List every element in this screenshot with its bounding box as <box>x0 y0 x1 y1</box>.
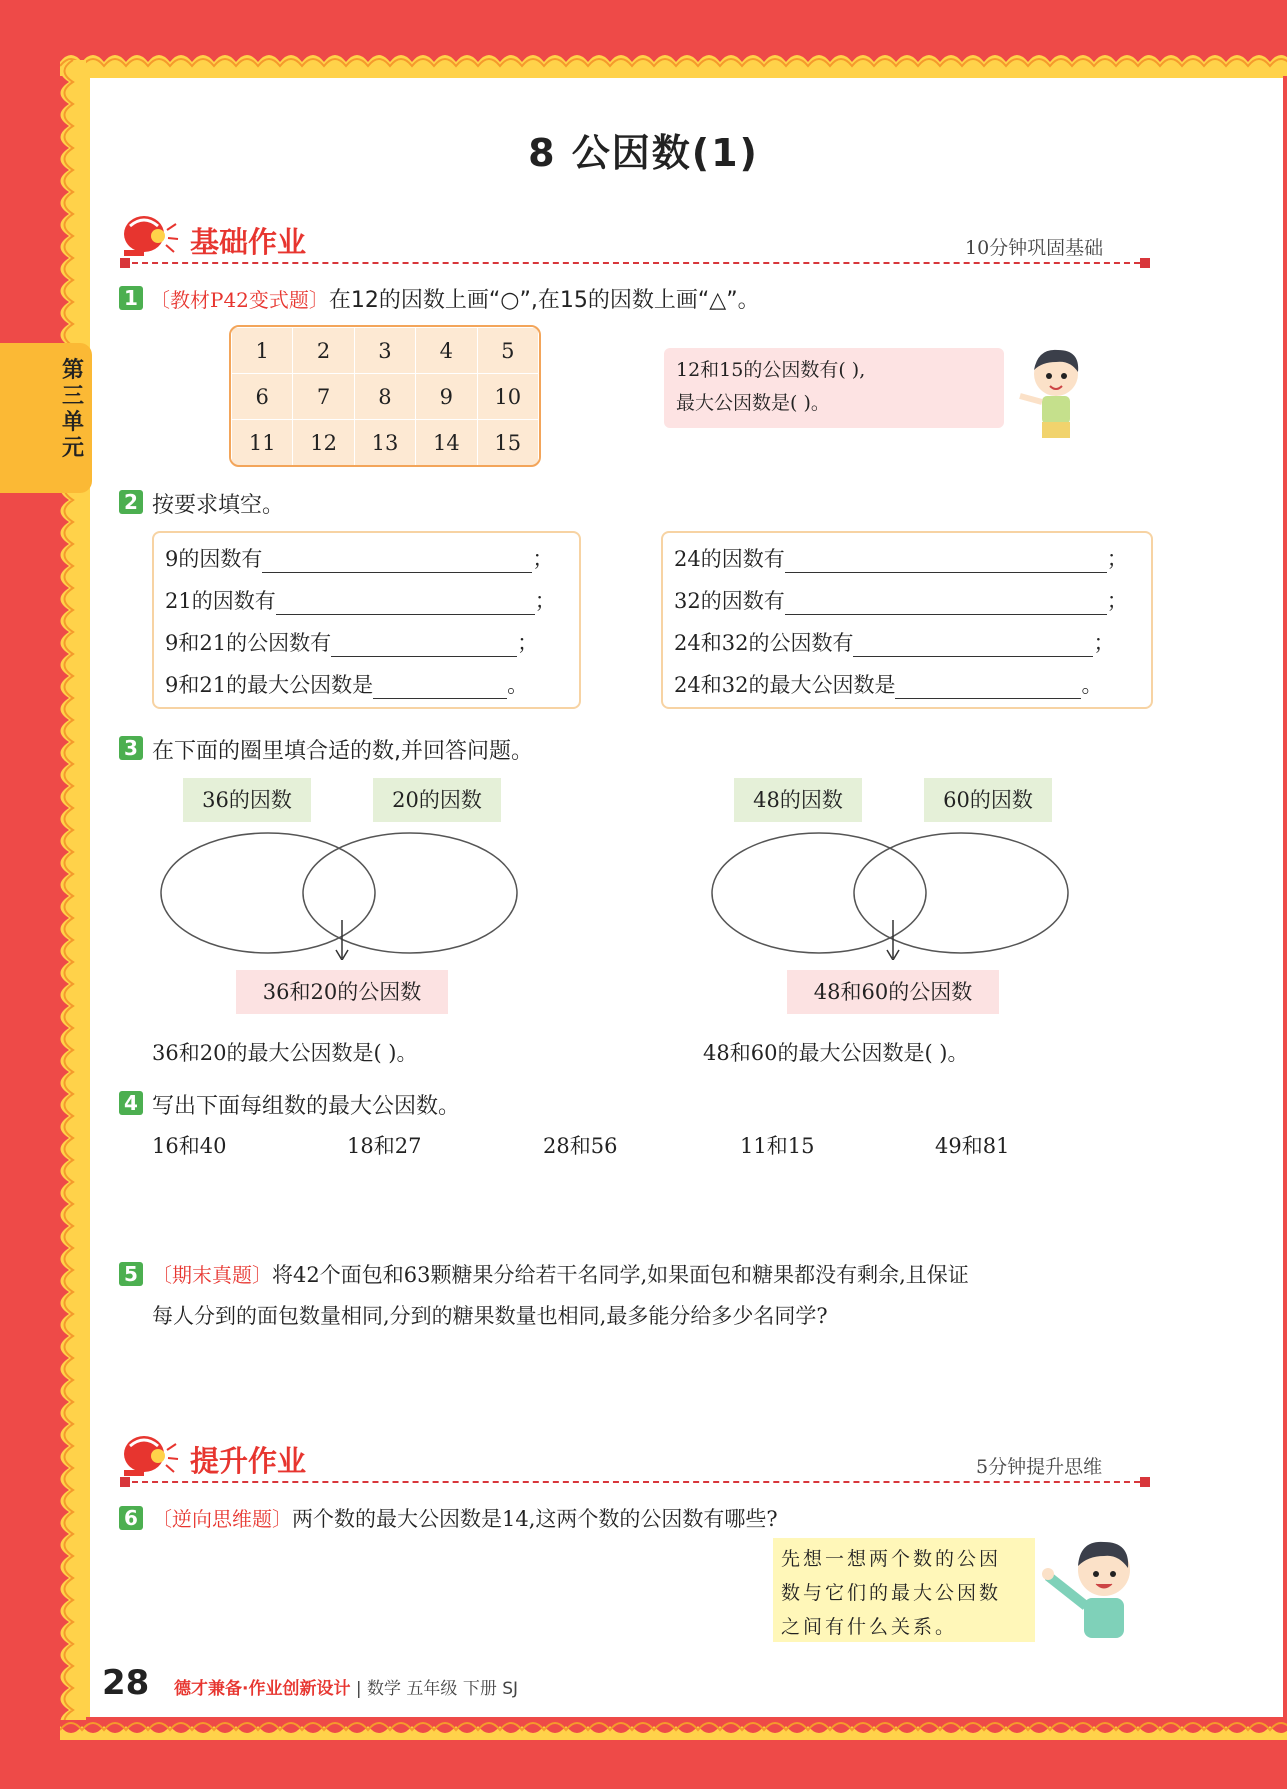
section-advanced-title: 提升作业 <box>190 1444 307 1478</box>
venn-diagram-right <box>711 830 1081 960</box>
boy-character-icon <box>1008 340 1094 448</box>
question-3-text: 在下面的圈里填合适的数,并回答问题。 <box>152 739 533 764</box>
grid-cell[interactable]: 8 <box>354 374 415 420</box>
bubble-line-2[interactable]: 最大公因数是( )。 <box>676 392 830 414</box>
question-1 <box>150 283 760 314</box>
fill-punct: ； <box>532 547 554 571</box>
fill-punct: ； <box>1106 547 1128 571</box>
question-5-line-2: 每人分到的面包数量相同,分到的糖果数量也相同,最多能分给多少名同学? <box>152 1304 828 1328</box>
fill-row <box>165 627 538 657</box>
question-number-2: 2 <box>119 490 143 514</box>
question-3-right-answer[interactable]: 48和60的最大公因数是( )。 <box>703 1041 969 1065</box>
label-36-20-common: 36和20的公因数 <box>236 970 448 1014</box>
fill-punct: 。 <box>1081 673 1103 697</box>
grid-cell[interactable]: 1 <box>232 328 293 374</box>
answer-blank[interactable] <box>785 550 1107 573</box>
fill-label: 24和32的公因数有 <box>674 631 854 655</box>
label-36-factors: 36的因数 <box>183 778 311 822</box>
question-6 <box>152 1503 778 1533</box>
fill-punct: ； <box>534 589 556 613</box>
fill-label: 24的因数有 <box>674 547 785 571</box>
fill-punct: ； <box>517 631 539 655</box>
question-6-tag: 〔逆向思维题〕 <box>152 1507 292 1531</box>
number-pair: 11和15 <box>740 1134 815 1158</box>
hint-line: 之间有什么关系。 <box>781 1616 958 1638</box>
divider-end-left <box>120 258 130 268</box>
grid-cell[interactable]: 10 <box>477 374 538 420</box>
question-2-text: 按要求填空。 <box>152 493 285 518</box>
grid-row <box>232 328 539 374</box>
answer-blank[interactable] <box>331 634 517 657</box>
fill-row <box>674 669 1102 699</box>
bubble-line-1[interactable]: 12和15的公因数有( ), <box>676 359 866 381</box>
hint-box <box>773 1538 1035 1642</box>
page-title: 8 公因数(1) <box>528 131 759 175</box>
label-60-factors: 60的因数 <box>924 778 1052 822</box>
answer-blank[interactable] <box>276 592 535 615</box>
question-number-5: 5 <box>119 1262 143 1286</box>
footer-info <box>174 1674 518 1699</box>
fill-label: 24和32的最大公因数是 <box>674 673 896 697</box>
number-grid <box>229 325 541 467</box>
question-number-1: 1 <box>119 286 143 310</box>
question-3-left-answer[interactable]: 36和20的最大公因数是( )。 <box>152 1041 418 1065</box>
question-number-4: 4 <box>119 1091 143 1115</box>
footer-book-info: 数学 五年级 下册 SJ <box>367 1679 519 1699</box>
divider-end-right <box>1140 1477 1150 1487</box>
question-1-text: 在12的因数上画“○”,在15的因数上画“△”。 <box>328 288 760 313</box>
speech-bubble-q1 <box>664 348 1004 428</box>
hint-line: 数与它们的最大公因数 <box>781 1582 1002 1604</box>
footer-brand: 德才兼备·作业创新设计 <box>174 1679 351 1699</box>
answer-blank[interactable] <box>853 634 1093 657</box>
divider-end-right <box>1140 258 1150 268</box>
number-pair: 49和81 <box>935 1134 1010 1158</box>
grid-cell[interactable]: 12 <box>293 420 354 466</box>
number-pair: 28和56 <box>543 1134 618 1158</box>
answer-blank[interactable] <box>373 676 507 699</box>
fill-row <box>674 543 1128 573</box>
fill-row <box>674 585 1128 615</box>
fill-label: 32的因数有 <box>674 589 785 613</box>
question-number-3: 3 <box>119 736 143 760</box>
venn-diagram-left <box>160 830 530 960</box>
question-1-tag: 〔教材P42变式题〕 <box>150 288 329 312</box>
answer-blank[interactable] <box>785 592 1107 615</box>
fill-label: 9的因数有 <box>165 547 263 571</box>
grid-row <box>232 420 539 466</box>
label-48-60-common: 48和60的公因数 <box>787 970 999 1014</box>
grid-cell[interactable]: 6 <box>232 374 293 420</box>
divider-end-left <box>120 1477 130 1487</box>
grid-cell[interactable]: 4 <box>416 328 477 374</box>
grid-cell[interactable]: 14 <box>416 420 477 466</box>
number-grid-table <box>231 327 539 466</box>
grid-cell[interactable]: 2 <box>293 328 354 374</box>
question-5-text: 将42个面包和63颗糖果分给若干名同学,如果面包和糖果都没有剩余,且保证 <box>272 1263 969 1287</box>
grid-cell[interactable]: 5 <box>477 328 538 374</box>
pointing-boy-icon <box>1040 1530 1152 1650</box>
page-number: 28 <box>102 1663 150 1703</box>
grid-cell[interactable]: 11 <box>232 420 293 466</box>
lamp-icon <box>118 208 180 260</box>
label-48-factors: 48的因数 <box>734 778 862 822</box>
fill-label: 9和21的最大公因数是 <box>165 673 374 697</box>
lamp-icon <box>118 1428 180 1480</box>
section-basic-title: 基础作业 <box>190 225 307 259</box>
fill-row <box>165 543 553 573</box>
wave-border-left <box>52 60 86 1720</box>
answer-blank[interactable] <box>262 550 532 573</box>
section-advanced-divider <box>132 1481 1140 1483</box>
question-number-6: 6 <box>119 1506 143 1530</box>
grid-cell[interactable]: 13 <box>354 420 415 466</box>
fill-label: 9和21的公因数有 <box>165 631 332 655</box>
number-pair: 16和40 <box>152 1134 227 1158</box>
grid-cell[interactable]: 3 <box>354 328 415 374</box>
section-basic-note: 10分钟巩固基础 <box>965 237 1104 259</box>
grid-row <box>232 374 539 420</box>
fill-row <box>165 585 556 615</box>
answer-blank[interactable] <box>895 676 1081 699</box>
footer-separator: | <box>355 1679 362 1699</box>
number-pair: 18和27 <box>347 1134 422 1158</box>
question-5-tag: 〔期末真题〕 <box>152 1263 272 1287</box>
unit-tab-label: 第三单元 <box>61 358 84 461</box>
section-basic-divider <box>132 262 1140 264</box>
fill-punct: 。 <box>507 673 529 697</box>
section-advanced-note: 5分钟提升思维 <box>976 1456 1103 1478</box>
fill-punct: ； <box>1106 589 1128 613</box>
grid-cell[interactable]: 7 <box>293 374 354 420</box>
grid-cell[interactable]: 15 <box>477 420 538 466</box>
question-5-line-1 <box>152 1259 969 1289</box>
question-6-text: 两个数的最大公因数是14,这两个数的公因数有哪些? <box>292 1507 778 1531</box>
fill-row <box>674 627 1114 657</box>
question-4-text: 写出下面每组数的最大公因数。 <box>152 1094 461 1119</box>
fill-label: 21的因数有 <box>165 589 276 613</box>
hint-line: 先想一想两个数的公因 <box>781 1548 1002 1570</box>
label-20-factors: 20的因数 <box>373 778 501 822</box>
grid-cell[interactable]: 9 <box>416 374 477 420</box>
fill-row <box>165 669 528 699</box>
fill-punct: ； <box>1093 631 1115 655</box>
